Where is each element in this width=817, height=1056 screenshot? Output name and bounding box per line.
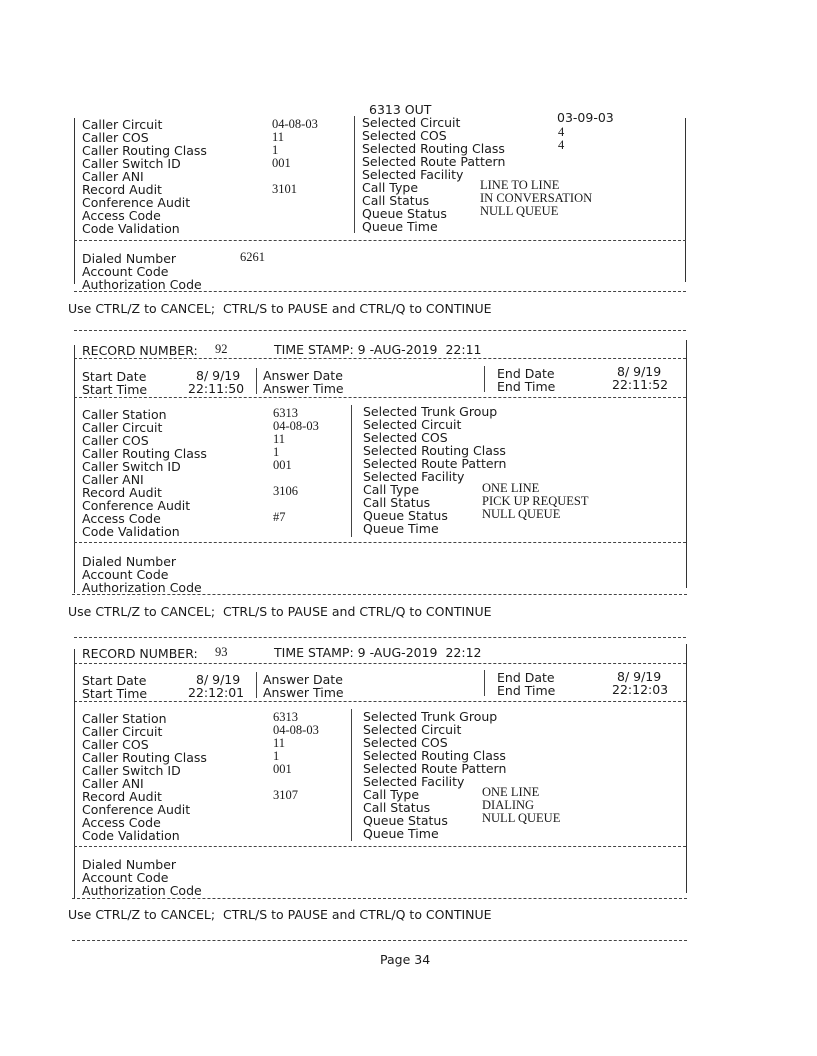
field-label: Answer Date bbox=[263, 368, 343, 383]
divider-line bbox=[74, 397, 686, 398]
footer-divider bbox=[72, 940, 687, 941]
field-label: Record Audit bbox=[82, 485, 162, 500]
start-date: 8/ 9/19 bbox=[196, 368, 241, 383]
field-label: Queue Status bbox=[362, 206, 447, 221]
field-label: Start Time bbox=[82, 382, 148, 397]
frame-left bbox=[74, 649, 75, 898]
field-label: Selected Route Pattern bbox=[362, 154, 506, 169]
field-label: Caller ANI bbox=[82, 472, 144, 487]
field-label: Authorization Code bbox=[82, 883, 202, 898]
divider-line bbox=[74, 358, 686, 359]
field-label: Caller Circuit bbox=[82, 420, 163, 435]
field-label: Caller Station bbox=[82, 711, 167, 726]
field-value: PICK UP REQUEST bbox=[482, 494, 589, 508]
field-label: Caller COS bbox=[82, 737, 149, 752]
field-label: Code Validation bbox=[82, 828, 180, 843]
end-time: 22:12:03 bbox=[612, 682, 669, 697]
record-number-label: RECORD NUMBER: bbox=[82, 646, 198, 661]
field-label: Caller Routing Class bbox=[82, 446, 207, 461]
field-value: NULL QUEUE bbox=[482, 811, 561, 825]
field-label: Caller Routing Class bbox=[82, 143, 207, 158]
frame-right bbox=[686, 340, 687, 588]
field-value: 001 bbox=[272, 156, 291, 170]
divider-line bbox=[72, 898, 687, 899]
field-value: LINE TO LINE bbox=[480, 178, 560, 192]
divider-line bbox=[74, 330, 686, 331]
field-value: 001 bbox=[273, 458, 292, 472]
field-label: Selected Routing Class bbox=[363, 748, 506, 763]
record-number: 93 bbox=[215, 645, 228, 659]
field-label: Caller COS bbox=[82, 130, 149, 145]
field-label: Dialed Number bbox=[82, 857, 177, 872]
record-number: 92 bbox=[215, 342, 228, 356]
field-label: Queue Time bbox=[363, 521, 439, 536]
page-number: Page 34 bbox=[380, 952, 431, 967]
field-label: Answer Date bbox=[263, 672, 343, 687]
end-date: 8/ 9/19 bbox=[617, 669, 662, 684]
field-value: NULL QUEUE bbox=[480, 204, 559, 218]
field-label: Conference Audit bbox=[82, 195, 191, 210]
field-label: Selected Circuit bbox=[363, 722, 462, 737]
field-label: Account Code bbox=[82, 567, 169, 582]
column-divider bbox=[351, 405, 352, 537]
divider-line bbox=[74, 291, 686, 292]
field-value: ONE LINE bbox=[482, 481, 540, 495]
field-label: Selected Routing Class bbox=[362, 141, 505, 156]
start-time: 22:11:50 bbox=[188, 381, 245, 396]
field-label: Selected Route Pattern bbox=[363, 761, 507, 776]
start-date: 8/ 9/19 bbox=[196, 672, 241, 687]
divider-line bbox=[74, 701, 686, 702]
field-label: Code Validation bbox=[82, 524, 180, 539]
timestamp: TIME STAMP: 9 -AUG-2019 22:12 bbox=[274, 645, 482, 660]
top-header: 6313 OUT bbox=[369, 102, 432, 117]
field-value: 11 bbox=[273, 736, 286, 750]
field-label: Caller ANI bbox=[82, 169, 144, 184]
field-value: 04-08-03 bbox=[272, 117, 318, 131]
column-divider bbox=[354, 116, 355, 233]
field-label: Start Date bbox=[82, 673, 147, 688]
end-date: 8/ 9/19 bbox=[617, 364, 662, 379]
field-value: 04-08-03 bbox=[273, 419, 319, 433]
field-label: Call Type bbox=[363, 482, 420, 497]
field-label: Dialed Number bbox=[82, 554, 177, 569]
field-label: Conference Audit bbox=[82, 498, 191, 513]
field-value: 04-08-03 bbox=[273, 723, 319, 737]
frame-left bbox=[74, 345, 75, 593]
field-value: 1 bbox=[272, 143, 279, 157]
field-label: Selected Facility bbox=[362, 167, 464, 182]
field-value: 11 bbox=[272, 130, 285, 144]
end-time: 22:11:52 bbox=[612, 377, 669, 392]
field-label: Call Status bbox=[363, 800, 431, 815]
field-label: Caller Circuit bbox=[82, 724, 163, 739]
field-label: Caller ANI bbox=[82, 776, 144, 791]
field-value: 4 bbox=[558, 125, 565, 139]
frame-left bbox=[74, 118, 75, 284]
field-label: Selected Circuit bbox=[363, 417, 462, 432]
field-label: Selected Circuit bbox=[362, 115, 461, 130]
field-label: Queue Time bbox=[362, 219, 438, 234]
field-label: End Date bbox=[497, 670, 555, 685]
field-label: Selected Trunk Group bbox=[363, 709, 498, 724]
field-label: Call Type bbox=[362, 180, 419, 195]
field-label: Selected COS bbox=[363, 735, 448, 750]
field-label: Selected Routing Class bbox=[363, 443, 506, 458]
field-label: Selected Facility bbox=[363, 774, 465, 789]
field-label: Call Status bbox=[363, 495, 431, 510]
field-label: Access Code bbox=[82, 511, 161, 526]
field-label: Queue Status bbox=[363, 508, 448, 523]
field-label: Code Validation bbox=[82, 221, 180, 236]
record-number-label: RECORD NUMBER: bbox=[82, 343, 198, 358]
field-label: Caller Station bbox=[82, 407, 167, 422]
timestamp: TIME STAMP: 9 -AUG-2019 22:11 bbox=[274, 342, 482, 357]
field-label: End Date bbox=[497, 366, 555, 381]
frame-right bbox=[686, 644, 687, 893]
divider-line bbox=[74, 663, 686, 664]
field-value: #7 bbox=[273, 510, 286, 524]
field-value: 03-09-03 bbox=[557, 110, 614, 125]
field-label: Selected Trunk Group bbox=[363, 404, 498, 419]
field-label: Call Status bbox=[362, 193, 430, 208]
divider-line bbox=[72, 594, 687, 595]
divider-line bbox=[74, 240, 686, 241]
field-value: NULL QUEUE bbox=[482, 507, 561, 521]
field-label: Selected Facility bbox=[363, 469, 465, 484]
field-label: Caller Routing Class bbox=[82, 750, 207, 765]
field-value: 1 bbox=[273, 445, 280, 459]
field-label: Conference Audit bbox=[82, 802, 191, 817]
field-label: Authorization Code bbox=[82, 580, 202, 595]
field-label: Call Type bbox=[363, 787, 420, 802]
divider-line bbox=[74, 542, 686, 543]
field-label: Access Code bbox=[82, 208, 161, 223]
field-value: 11 bbox=[273, 432, 286, 446]
field-label: Queue Status bbox=[363, 813, 448, 828]
column-divider bbox=[484, 670, 485, 696]
field-label: Authorization Code bbox=[82, 277, 202, 292]
column-divider bbox=[256, 672, 257, 698]
field-label: Caller Circuit bbox=[82, 117, 163, 132]
field-label: Queue Time bbox=[363, 826, 439, 841]
frame-right bbox=[685, 118, 686, 282]
ctrl-message: Use CTRL/Z to CANCEL; CTRL/S to PAUSE and CTRL/Q to CONTINUE bbox=[68, 301, 492, 316]
field-value: 3101 bbox=[272, 182, 297, 196]
ctrl-message: Use CTRL/Z to CANCEL; CTRL/S to PAUSE and CTRL/Q to CONTINUE bbox=[68, 907, 492, 922]
field-label: Account Code bbox=[82, 870, 169, 885]
field-label: Access Code bbox=[82, 815, 161, 830]
field-label: Start Date bbox=[82, 369, 147, 384]
field-value: IN CONVERSATION bbox=[480, 191, 593, 205]
field-label: Selected COS bbox=[363, 430, 448, 445]
divider-line bbox=[74, 846, 686, 847]
dialed-number-value: 6261 bbox=[240, 250, 265, 264]
field-label: Record Audit bbox=[82, 789, 162, 804]
start-time: 22:12:01 bbox=[188, 685, 245, 700]
field-label: Record Audit bbox=[82, 182, 162, 197]
field-label: Caller Switch ID bbox=[82, 459, 181, 474]
field-label: Selected COS bbox=[362, 128, 447, 143]
field-label: End Time bbox=[497, 379, 556, 394]
field-label: Caller Switch ID bbox=[82, 763, 181, 778]
field-label: Caller COS bbox=[82, 433, 149, 448]
field-label: Answer Time bbox=[263, 381, 344, 396]
field-value: 3107 bbox=[273, 788, 298, 802]
column-divider bbox=[256, 368, 257, 394]
field-label: Selected Route Pattern bbox=[363, 456, 507, 471]
field-value: 6313 bbox=[273, 406, 298, 420]
column-divider bbox=[351, 709, 352, 841]
field-value: ONE LINE bbox=[482, 785, 540, 799]
ctrl-message: Use CTRL/Z to CANCEL; CTRL/S to PAUSE and CTRL/Q to CONTINUE bbox=[68, 604, 492, 619]
field-label: End Time bbox=[497, 683, 556, 698]
field-value: DIALING bbox=[482, 798, 535, 812]
field-label: Start Time bbox=[82, 686, 148, 701]
field-value: 4 bbox=[558, 138, 565, 152]
field-value: 1 bbox=[273, 749, 280, 763]
field-value: 3106 bbox=[273, 484, 298, 498]
field-label: Account Code bbox=[82, 264, 169, 279]
column-divider bbox=[484, 366, 485, 392]
field-label: Answer Time bbox=[263, 685, 344, 700]
field-value: 6313 bbox=[273, 710, 298, 724]
field-label: Caller Switch ID bbox=[82, 156, 181, 171]
divider-line bbox=[74, 637, 686, 638]
field-value: 001 bbox=[273, 762, 292, 776]
field-label: Dialed Number bbox=[82, 251, 177, 266]
